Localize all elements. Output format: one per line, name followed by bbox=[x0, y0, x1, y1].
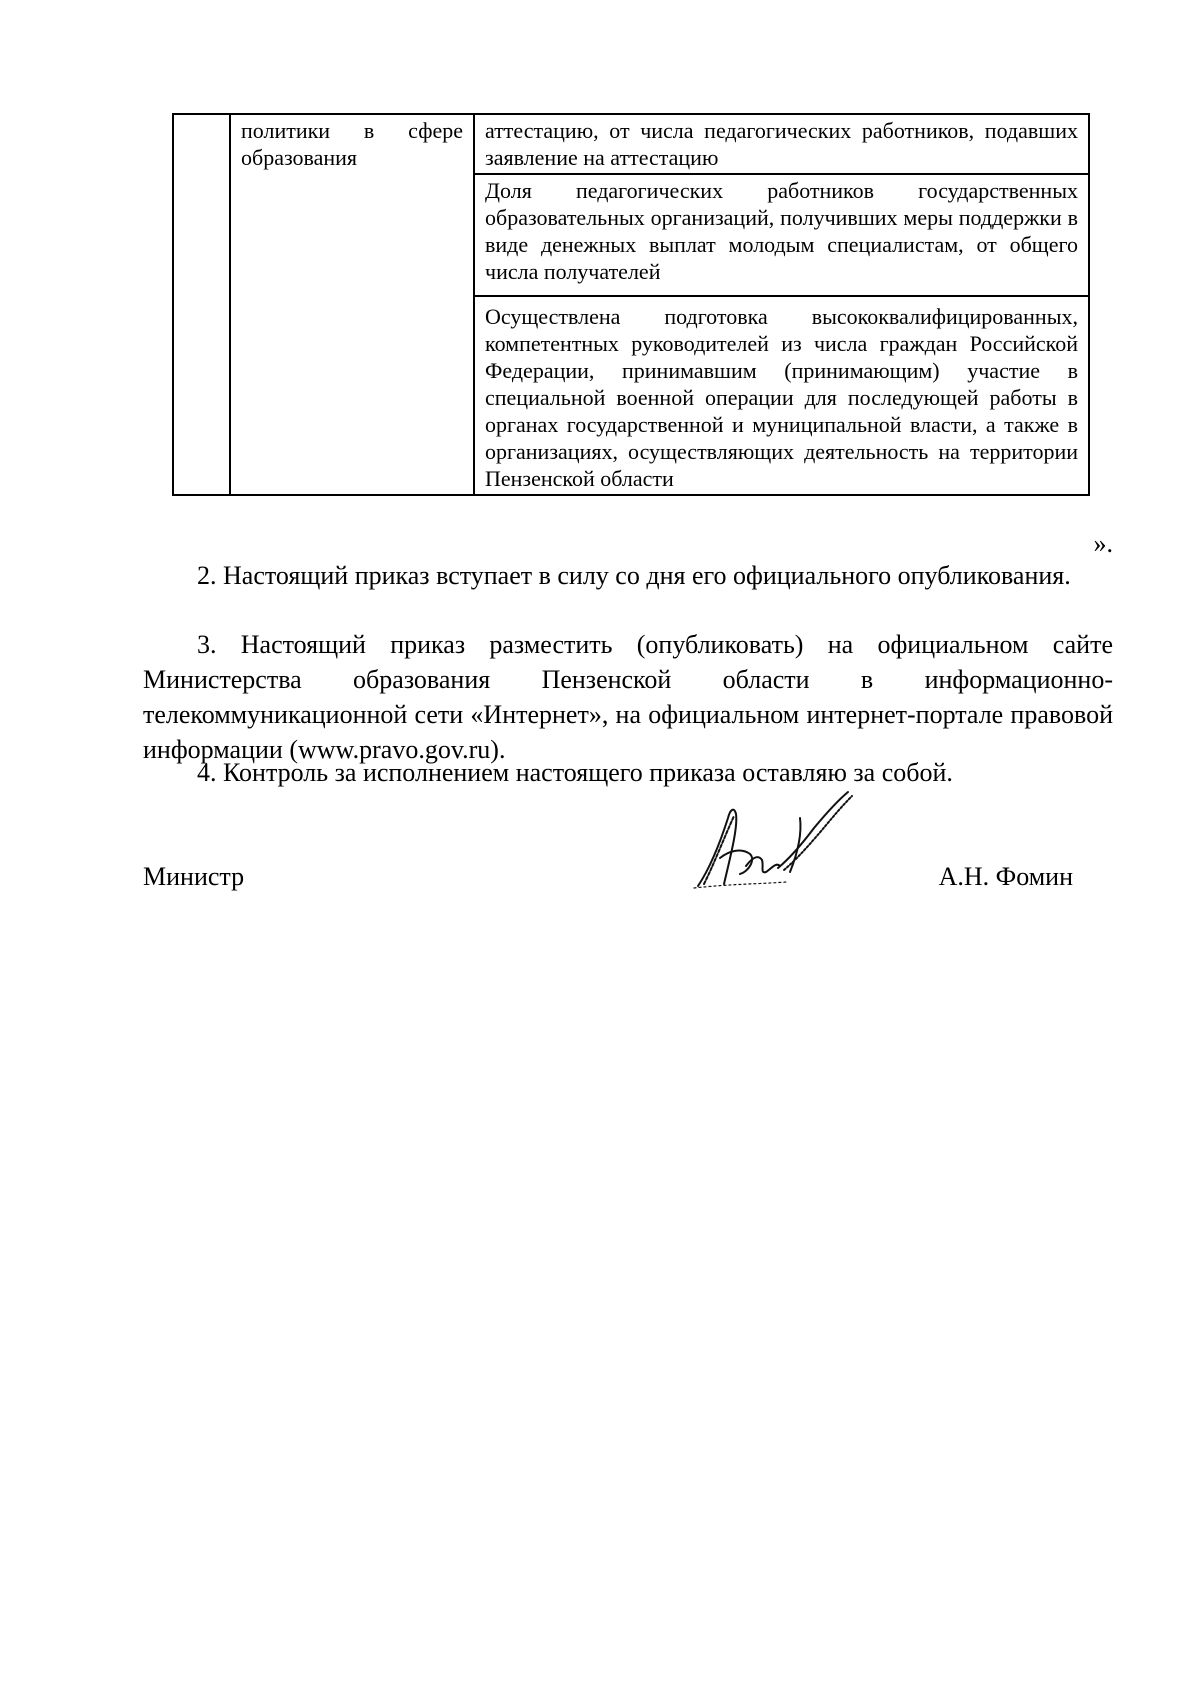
signatory-name: А.Н. Фомин bbox=[938, 862, 1073, 891]
table-row bbox=[173, 114, 1089, 174]
indicator-cell: аттестацию, от числа педагогических работников, подавших заявление на аттестацию bbox=[474, 114, 1089, 174]
signatory-title: Министр bbox=[143, 862, 245, 891]
paragraph-3: 3. Настоящий приказ разместить (опубликовать) на официальном сайте Министерства образования Пензенской области в информационно-телекоммуникационной сети «Интернет», на официальном интернет-портале правовой информации (www.pravo.gov.ru). bbox=[143, 630, 1113, 764]
indicator-cell: Доля педагогических работников государственных образовательных организаций, получивших меры поддержки в виде денежных выплат молодым специалистам, от общего числа получателей bbox=[474, 174, 1089, 296]
row-number-cell bbox=[173, 114, 230, 495]
closing-quote: ». bbox=[1093, 529, 1113, 558]
signature-block bbox=[143, 862, 1073, 902]
paragraph-2: 2. Настоящий приказ вступает в силу со дня его официального опубликования. bbox=[197, 561, 1071, 590]
paragraph-4: 4. Контроль за исполнением настоящего приказа оставляю за собой. bbox=[197, 758, 953, 787]
topic-cell: политики в сфере образования bbox=[230, 114, 474, 495]
indicators-table bbox=[172, 113, 1090, 496]
indicator-cell: Осуществлена подготовка высококвалифицированных, компетентных руководителей из числа граждан Российской Федерации, принимавшим (принимающим) участие в специальной военной операции для последующей работы в органах государственной и муниципальной власти, а также в организациях, осуществляющих деятельность на территории Пензенской области bbox=[474, 296, 1089, 495]
